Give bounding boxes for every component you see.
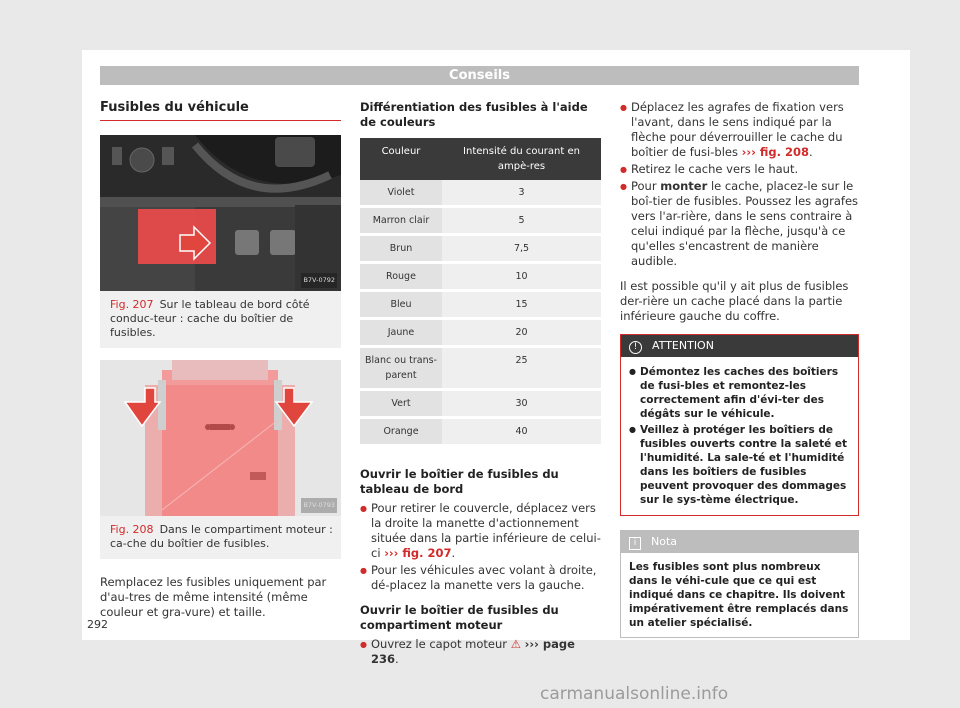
engine-fusebox-heading: Ouvrir le boîtier de fusibles du compartiment moteur xyxy=(360,603,559,632)
chapter-header: Conseils xyxy=(100,66,859,85)
table-cell-color: Orange xyxy=(360,418,442,446)
warning-body xyxy=(621,357,858,515)
note-box xyxy=(620,530,859,638)
table-header-color: Couleur xyxy=(360,138,442,180)
table-row xyxy=(360,390,601,418)
caption-text: Sur le tableau de bord côté conduc-teur : cache du boîtier de fusibles. xyxy=(110,298,310,339)
table-row xyxy=(360,207,601,235)
bullet-text: Retirez le cache vers le haut. xyxy=(631,162,799,176)
page-236-link[interactable]: ››› page 236 xyxy=(371,637,575,666)
instruction-bullet xyxy=(620,179,859,269)
table-row xyxy=(360,418,601,446)
table-cell-amperage: 3 xyxy=(442,180,601,207)
instruction-bullet: ● Déplacez les agrafes de fixation vers l'avant, dans le sens indiqué par la flèche pour déverrouiller le cache du boîtier de fusi-bles ››› fig. 208. xyxy=(620,100,859,160)
dashboard-illustration xyxy=(100,135,341,291)
watermark: carmanualsonline.info xyxy=(540,684,729,704)
figure-208-caption xyxy=(100,516,341,559)
table-cell-amperage: 20 xyxy=(442,319,601,347)
table-cell-amperage: 25 xyxy=(442,347,601,390)
caption-text: Dans le compartiment moteur : ca-che du boîtier de fusibles. xyxy=(110,523,333,550)
bullet-text: Déplacez les agrafes de fixation vers l'avant, dans le sens indiqué par la flèche pour déverrouiller le cache du boîtier de fusi-bles xyxy=(631,100,844,159)
warning-box xyxy=(620,334,859,516)
figure-207-caption xyxy=(100,291,341,348)
table-cell-color: Brun xyxy=(360,235,442,263)
warning-title: ATTENTION xyxy=(652,339,714,352)
table-row xyxy=(360,291,601,319)
right-column xyxy=(620,100,859,638)
table-row xyxy=(360,263,601,291)
figure-208-link[interactable]: ››› fig. 208 xyxy=(741,145,809,159)
table-cell-color: Jaune xyxy=(360,319,442,347)
warning-triangle-icon: ⚠ xyxy=(510,637,521,651)
warning-header xyxy=(621,335,858,357)
table-row xyxy=(360,235,601,263)
fusebox-illustration xyxy=(100,360,341,516)
bullet-text: Pour xyxy=(631,179,657,193)
table-cell-color: Vert xyxy=(360,390,442,418)
bullet-text: Pour les véhicules avec volant à droite, dé-placez la manette vers la gauche. xyxy=(371,563,597,592)
bullet-text: le cache, placez-le sur le boî-tier de fusibles. Poussez les agrafes vers l'ar-rière, dans le sens contraire à celui indiqué par la flèche, jusqu'à ce qu'elles s'encastrent de manière audible. xyxy=(631,179,859,268)
instruction-bullet: ● Ouvrez le capot moteur ⚠ ››› page 236. xyxy=(360,637,601,667)
bullet-text: Pour retirer le couvercle, déplacez vers la droite la manette d'actionnement située dans la partie inférieure de celui-ci xyxy=(371,501,601,560)
table-cell-color: Marron clair xyxy=(360,207,442,235)
table-row xyxy=(360,180,601,207)
table-cell-color: Blanc ou trans-parent xyxy=(360,347,442,390)
table-row xyxy=(360,319,601,347)
table-title: Différentiation des fusibles à l'aide de couleurs xyxy=(360,100,588,129)
figure-label: Fig. 208 xyxy=(110,523,154,536)
table-cell-color: Violet xyxy=(360,180,442,207)
instruction-bullet: ● Pour retirer le couvercle, déplacez vers la droite la manette d'actionnement située dans la partie inférieure de celui-ci ››› fig. 207. xyxy=(360,501,601,561)
info-icon: i xyxy=(629,537,641,550)
table-cell-amperage: 15 xyxy=(442,291,601,319)
figure-208-image xyxy=(100,360,341,516)
figure-label: Fig. 207 xyxy=(110,298,154,311)
warning-bullet: ● Démontez les caches des boîtiers de fusi-bles et remontez-les correctement afin d'évi-ter des dégâts sur le véhicule. xyxy=(629,365,850,421)
instruction-bullet xyxy=(360,563,601,593)
table-header-row xyxy=(360,138,601,180)
fuse-color-table xyxy=(360,138,601,447)
table-cell-amperage: 7,5 xyxy=(442,235,601,263)
body-paragraph: Il est possible qu'il y ait plus de fusibles der-rière un cache placé dans la partie inférieure gauche du coffre. xyxy=(620,279,849,323)
table-cell-amperage: 30 xyxy=(442,390,601,418)
figure-207-link[interactable]: ››› fig. 207 xyxy=(384,546,452,560)
bullet-bold-word: monter xyxy=(660,179,708,193)
table-header-amperage: Intensité du courant en ampè-res xyxy=(442,138,601,180)
note-title: Nota xyxy=(651,535,678,548)
table-cell-color: Rouge xyxy=(360,263,442,291)
note-header xyxy=(621,531,858,553)
warning-bullet: ● Veillez à protéger les boîtiers de fusibles ouverts contre la saleté et l'humidité. La sale-té et l'humidité dans les boîtiers de fusibles peuvent provoquer des dommages sur le sys-tème électrique. xyxy=(629,423,850,507)
middle-column xyxy=(360,100,601,669)
dashboard-fusebox-heading: Ouvrir le boîtier de fusibles du tableau de bord xyxy=(360,467,559,496)
instruction-bullet xyxy=(620,162,859,177)
table-cell-amperage: 10 xyxy=(442,263,601,291)
figure-207-image xyxy=(100,135,341,291)
table-row xyxy=(360,347,601,390)
figure-id: B7V-0792 xyxy=(301,273,337,288)
page-number: 292 xyxy=(87,618,108,631)
body-paragraph: Remplacez les fusibles uniquement par d'au-tres de même intensité (même couleur et gra-vure) et taille. xyxy=(100,575,327,619)
table-cell-amperage: 5 xyxy=(442,207,601,235)
figure-id: B7V-0793 xyxy=(301,498,337,513)
note-body: Les fusibles sont plus nombreux dans le véhi-cule que ce qui est indiqué dans ce chapitre. Ils doivent impérativement être remplacés dans un atelier spécialisé. xyxy=(629,561,849,629)
left-column xyxy=(100,100,341,630)
warning-circle-icon: ! xyxy=(629,341,642,354)
table-cell-amperage: 40 xyxy=(442,418,601,446)
table-cell-color: Bleu xyxy=(360,291,442,319)
section-title: Fusibles du véhicule xyxy=(100,100,341,121)
bullet-text: Ouvrez le capot moteur xyxy=(371,637,508,651)
